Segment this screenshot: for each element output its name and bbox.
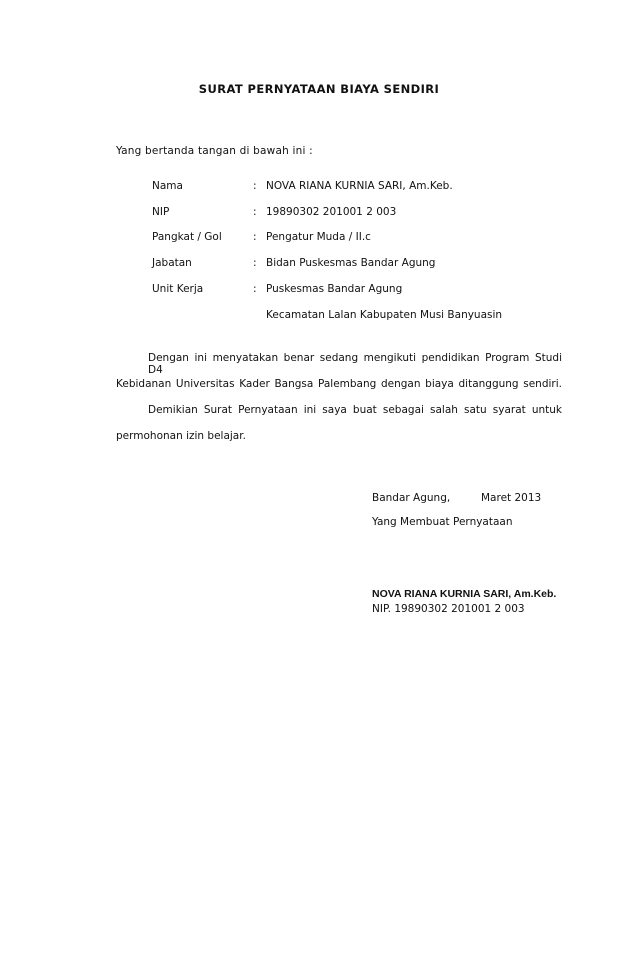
identity-value: Bidan Puskesmas Bandar Agung [266, 257, 436, 269]
identity-value: Pengatur Muda / II.c [266, 231, 371, 243]
signatory-nip: NIP. 19890302 201001 2 003 [372, 603, 525, 615]
identity-label: Nama [152, 180, 183, 192]
identity-colon: : [253, 257, 257, 269]
unit-kerja-continuation: Kecamatan Lalan Kabupaten Musi Banyuasin [266, 309, 503, 321]
identity-label: NIP [152, 206, 170, 218]
signatory-name: NOVA RIANA KURNIA SARI, Am.Keb. [372, 588, 557, 600]
document-title: SURAT PERNYATAAN BIAYA SENDIRI [198, 82, 440, 96]
identity-value: Puskesmas Bandar Agung [266, 283, 403, 295]
identity-label: Unit Kerja [152, 283, 204, 295]
identity-label: Pangkat / Gol [152, 231, 222, 243]
signature-date: Maret 2013 [481, 492, 542, 504]
signature-role: Yang Membuat Pernyataan [372, 516, 513, 528]
paragraph-1-line-1: Dengan ini menyatakan benar sedang mengikuti pendidikan Program Studi D4 [148, 352, 562, 376]
paragraph-2-line-1: Demikian Surat Pernyataan ini saya buat sebagai salah satu syarat untuk [148, 404, 562, 416]
identity-colon: : [253, 206, 257, 218]
identity-value: 19890302 201001 2 003 [266, 206, 397, 218]
paragraph-2-line-2: permohonan izin belajar. [116, 430, 246, 442]
identity-colon: : [253, 231, 257, 243]
paragraph-1-line-2: Kebidanan Universitas Kader Bangsa Palembang dengan biaya ditanggung sendiri. [116, 378, 562, 390]
signature-place: Bandar Agung, [372, 492, 451, 504]
identity-colon: : [253, 283, 257, 295]
intro-text: Yang bertanda tangan di bawah ini : [116, 145, 313, 157]
identity-label: Jabatan [152, 257, 192, 269]
identity-colon: : [253, 180, 257, 192]
identity-value: NOVA RIANA KURNIA SARI, Am.Keb. [266, 180, 453, 192]
